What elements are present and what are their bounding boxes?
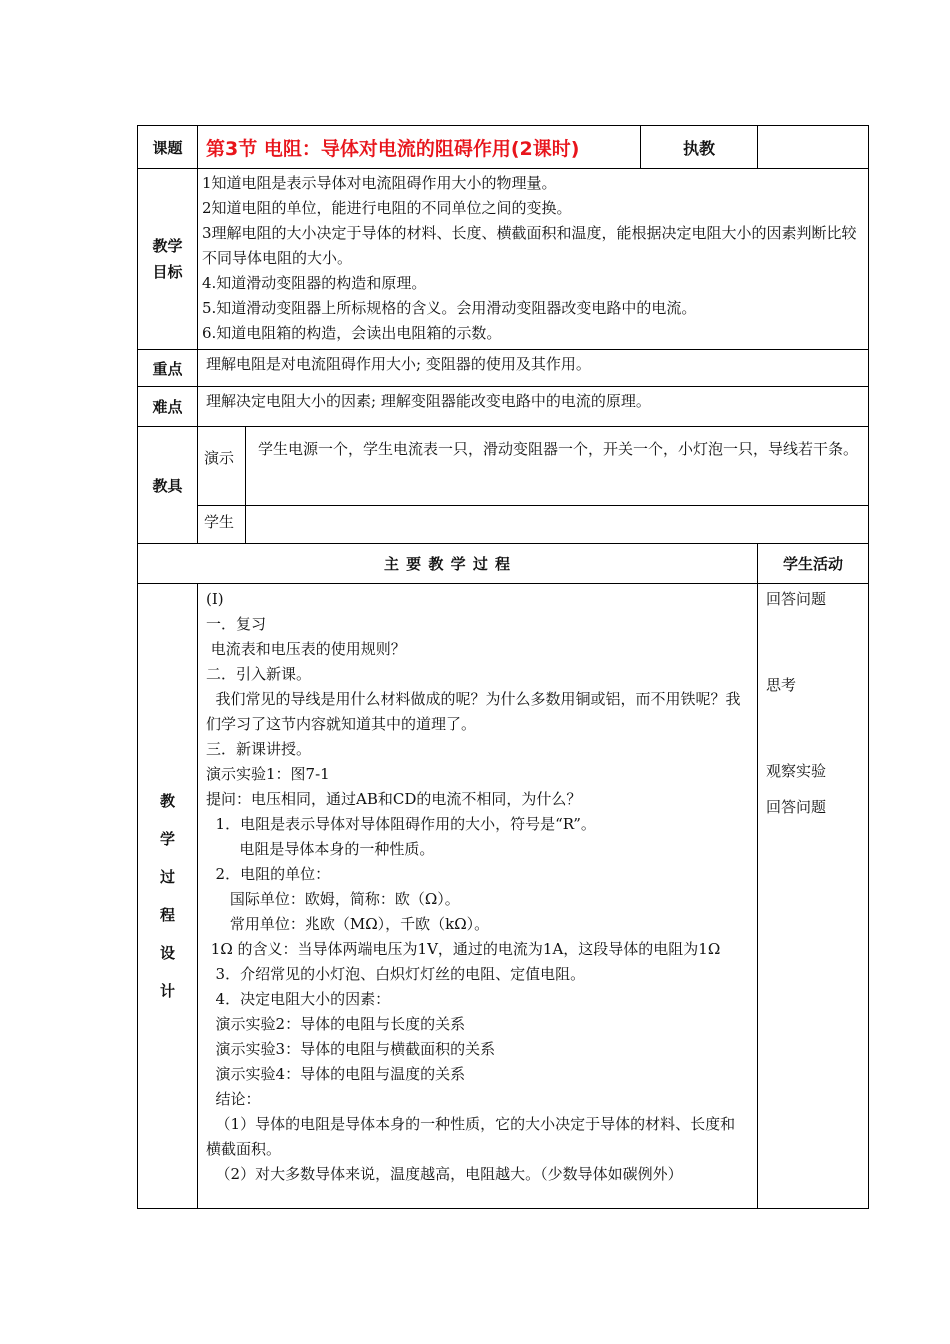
- process-line: 演示实验3：导体的电阻与横截面积的关系: [206, 1040, 496, 1058]
- objectives-label: [138, 169, 198, 350]
- difficulties-text: 理解决定电阻大小的因素; 理解变阻器能改变电路中的电流的原理。: [198, 387, 869, 427]
- student-activity-item: 观察实验: [766, 762, 827, 780]
- key-points-text: 理解电阻是对电流阻碍作用大小; 变阻器的使用及其作用。: [198, 350, 869, 387]
- process-line: （1）导体的电阻是导体本身的一种性质，它的大小决定于导体的材料、长度和横截面积。: [206, 1115, 736, 1158]
- process-line: 三．新课讲授。: [206, 740, 312, 758]
- process-body-row: [138, 584, 869, 1209]
- process-line: 结论：: [206, 1090, 261, 1108]
- objective-item: 2知道电阻的单位，能进行电阻的不同单位之间的变换。: [202, 199, 572, 217]
- lesson-plan-document: [137, 125, 868, 1209]
- process-side-char: 程: [159, 906, 175, 924]
- process-side-char: 过: [159, 868, 175, 886]
- process-line: 一．复习: [206, 615, 267, 633]
- process-line: 演示实验1：图7-1: [206, 765, 330, 783]
- equipment-demo-text: 学生电源一个，学生电流表一只，滑动变阻器一个，开关一个，小灯泡一只，导线若干条。: [246, 427, 869, 506]
- equipment-demo-row: [138, 427, 869, 506]
- process-side-label: [138, 584, 198, 1209]
- process-line: 2．电阻的单位：: [206, 865, 331, 883]
- process-line: 3．介绍常见的小灯泡、白炽灯灯丝的电阻、定值电阻。: [206, 965, 586, 983]
- equipment-student-text: [246, 506, 869, 544]
- process-line: （2）对大多数导体来说，温度越高，电阻越大。（少数导体如碳例外）: [206, 1165, 683, 1183]
- key-points-row: [138, 350, 869, 387]
- process-side-char: 计: [159, 982, 175, 1000]
- objective-item: 6.知道电阻箱的构造，会读出电阻箱的示数。: [202, 324, 502, 342]
- process-line: 国际单位：欧姆，简称：欧（Ω）。: [206, 890, 460, 908]
- equipment-student-row: [138, 506, 869, 544]
- equipment-label: 教具: [138, 427, 198, 544]
- lesson-plan-table: [137, 125, 869, 1209]
- teacher-label: 执教: [641, 126, 758, 169]
- topic-label: 课题: [138, 126, 198, 169]
- process-side-char: 学: [159, 830, 175, 848]
- equipment-student-label: 学生: [198, 506, 246, 544]
- process-side-char: 教: [159, 792, 175, 810]
- process-line: 4．决定电阻大小的因素：: [206, 990, 391, 1008]
- process-line: 演示实验4：导体的电阻与温度的关系: [206, 1065, 466, 1083]
- process-header-main: 主 要 教 学 过 程: [138, 544, 758, 584]
- process-line: 电流表和电压表的使用规则？: [206, 640, 406, 658]
- key-points-label: 重点: [138, 350, 198, 387]
- student-activity-column: [758, 584, 869, 1209]
- difficulties-label: 难点: [138, 387, 198, 427]
- process-header-activity: 学生活动: [758, 544, 869, 584]
- objective-item: 1知道电阻是表示导体对电流阻碍作用大小的物理量。: [202, 174, 557, 192]
- header-row: [138, 126, 869, 169]
- process-line: 提问：电压相同，通过AB和CD的电流不相同，为什么？: [206, 790, 582, 808]
- student-activity-item: 回答问题: [766, 590, 827, 608]
- objectives-label-line1: 教学: [152, 237, 183, 255]
- process-line: 1Ω 的含义：当导体两端电压为1V，通过的电流为1A，这段导体的电阻为1Ω: [206, 940, 721, 958]
- student-activity-item: 回答问题: [766, 798, 827, 816]
- process-line: 二．引入新课。: [206, 665, 312, 683]
- topic-title: 第3节 电阻：导体对电流的阻碍作用(2课时): [198, 126, 641, 169]
- objective-item: 3理解电阻的大小决定于导体的材料、长度、横截面积和温度，能根据决定电阻大小的因素判断比较不同导体电阻的大小。: [202, 224, 857, 267]
- equipment-demo-label: 演示: [198, 427, 246, 506]
- difficulties-row: [138, 387, 869, 427]
- objectives-label-line2: 目标: [152, 263, 183, 281]
- process-line: 演示实验2：导体的电阻与长度的关系: [206, 1015, 466, 1033]
- teacher-value: [758, 126, 869, 169]
- process-line: 常用单位：兆欧（MΩ），千欧（kΩ）。: [206, 915, 490, 933]
- student-activity-item: 思考: [766, 676, 797, 694]
- process-line: 电阻是导体本身的一种性质。: [206, 840, 435, 858]
- process-line: 我们常见的导线是用什么材料做成的呢？为什么多数用铜或铝，而不用铁呢？我们学习了这节内容就知道其中的道理了。: [206, 690, 741, 733]
- process-line: 1．电阻是表示导体对导体阻碍作用的大小，符号是“R”。: [206, 815, 596, 833]
- objectives-list: [198, 169, 869, 350]
- process-content: [198, 584, 758, 1209]
- objectives-row: [138, 169, 869, 350]
- process-side-char: 设: [159, 944, 175, 962]
- process-line: (I): [206, 590, 224, 608]
- objective-item: 5.知道滑动变阻器上所标规格的含义。会用滑动变阻器改变电路中的电流。: [202, 299, 697, 317]
- process-header-row: [138, 544, 869, 584]
- objective-item: 4.知道滑动变阻器的构造和原理。: [202, 274, 427, 292]
